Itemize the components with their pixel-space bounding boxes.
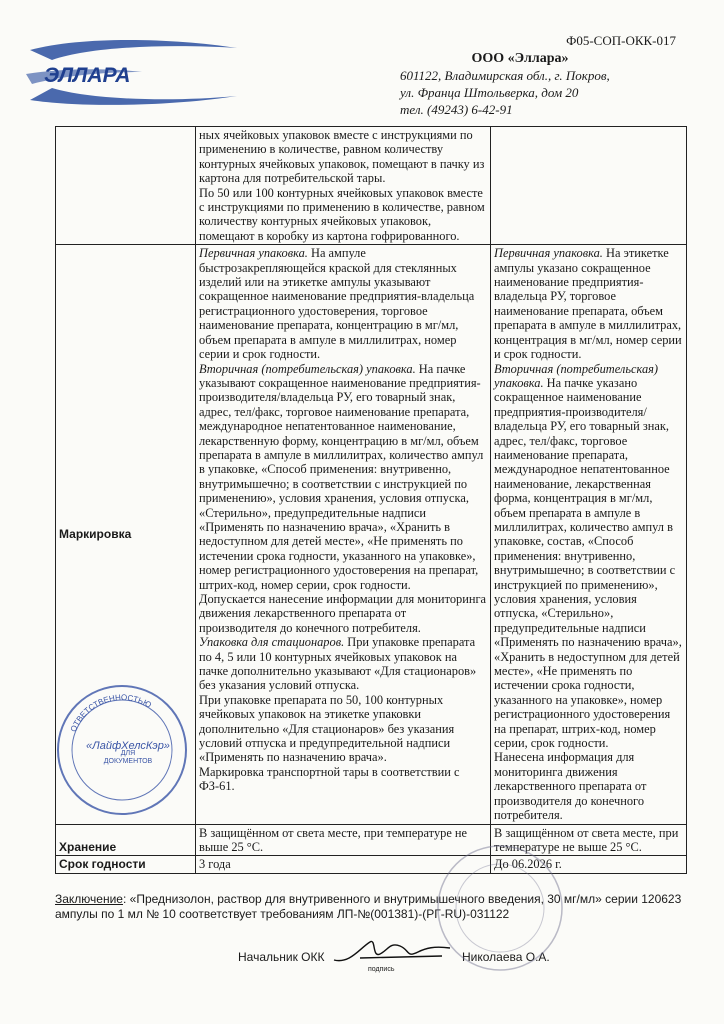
ellara-logo bbox=[22, 38, 252, 108]
signature-sub-label: подпись bbox=[368, 966, 395, 973]
conclusion-text: : «Преднизолон, раствор для внутривенного и внутримышечного введения, 30 мг/мл» серии 120623 ампулы по 1 мл № 10 соответствует требованиям ЛП-№(001381)-(РГ-RU)-031122 bbox=[55, 892, 682, 921]
marking-actual-para: Вторичная (потребительская) упаковка. На пачке указано сокращенное наименование предприятия-производителя/владельца РУ, его товарный знак, адрес, тел/факс, торговое наименование препарата, международное непатентованное наименование, лекарственная форма, концентрация в мг/мл, объем препарата в ампуле в миллилитрах, количество ампул в упаковке, состав, «Способ применения: внутривенно, внутримышечно; в соответствии с инструкцией по применению», условия хранения, условия отпуска, «Стерильно», предупредительные надписи «Применять по назначению врача», «Хранить в недоступном для детей месте», «Не применять по истечении срока годности, указанного на упаковке», номер регистрационного удостоверения на препарат, штрих-код, номер серии, срок годности. bbox=[494, 361, 682, 751]
document-code: Ф05-СОП-ОКК-017 bbox=[566, 33, 676, 48]
company-address-1: 601122, Владимирская обл., г. Покров, bbox=[400, 68, 610, 83]
packaging-continued-text: По 50 или 100 контурных ячейковых упаковок вместе с инструкциями по применению в количестве, равном количеству контурных ячейковых упаковок, помещают в коробку из картона гофрированного. bbox=[199, 185, 485, 243]
marking-spec-para: Вторичная (потребительская) упаковка. На пачке указывают сокращенное наименование предприятия-производителя/владельца РУ, его товарный знак, адрес, тел/факс, торговое наименование препарата, международное непатентованное наименование, лекарственную форму, концентрацию в мг/мл, объем препарата в ампуле в миллилитрах, количество ампул в упаковке, «Способ применения: внутривенно, внутримышечно; в соответствии с инструкцией по применению», условия хранения, условия отпуска, «Стерильно», предупредительные надписи «Применять по назначению врача», «Хранить в недоступном для детей месте», «Не применять по истечении срока годности, указанного на упаковке», номер регистрационного удостоверения на препарат, штрих-код, номер серии, срок годности. bbox=[199, 361, 484, 592]
conclusion bbox=[55, 892, 687, 922]
storage-label: Хранение bbox=[56, 824, 196, 856]
shelf-life-actual: До 06.2026 г. bbox=[491, 856, 687, 873]
logo-text: ЭЛЛАРА bbox=[44, 64, 131, 87]
company-address-2: ул. Франца Штольверка, дом 20 bbox=[400, 85, 579, 100]
storage-spec: В защищённом от света месте, при температуре не выше 25 °С. bbox=[196, 824, 491, 856]
company-name: ООО «Эллара» bbox=[471, 51, 569, 66]
table-row bbox=[56, 856, 687, 873]
round-seal bbox=[420, 838, 580, 978]
stamp-purpose-1: ДЛЯ bbox=[120, 750, 136, 757]
marking-actual-cell bbox=[491, 245, 687, 824]
table-row bbox=[56, 127, 687, 245]
marking-actual-para: Нанесена информация для мониторинга движения лекарственного препарата от производителя до конечного потребителя. bbox=[494, 750, 647, 823]
storage-actual: В защищённом от света месте, при температуре не выше 25 °С. bbox=[491, 824, 687, 856]
packaging-continued-cell bbox=[196, 127, 491, 245]
stamp-purpose-2: ДОКУМЕНТОВ bbox=[103, 758, 153, 765]
table-row bbox=[56, 824, 687, 856]
company-phone: тел. (49243) 6-42-91 bbox=[400, 102, 513, 117]
company-block bbox=[380, 50, 680, 118]
marking-label: Маркировка bbox=[56, 245, 196, 824]
shelf-life-label: Срок годности bbox=[56, 856, 196, 873]
packaging-continued-text: ных ячейковых упаковок вместе с инструкциями по применению в количестве, равном количеству контурных ячейковых упаковок, помещают в пачку из картона для потребительской тары. bbox=[199, 128, 485, 186]
marking-actual-para: Первичная упаковка. На этикетке ампулы указано сокращенное наименование предприятия-владельца РУ, торговое наименование препарата, объем препарата в ампуле в миллилитрах, концентрация в мг/мл, номер серии и срок годности. bbox=[494, 246, 682, 362]
signer-name: Николаева О.А. bbox=[462, 950, 550, 964]
marking-spec-para: Маркировка транспортной тары в соответствии с ФЗ-61. bbox=[199, 764, 460, 794]
marking-spec-para: При упаковке препарата по 50, 100 контурных ячейковых упаковок на этикетке упаковки дополнительно «Для стационаров» без указания условий отпуска и предупредительной надписи «Применять по назначению врача». bbox=[199, 692, 455, 765]
marking-spec-para: Первичная упаковка. На ампуле быстрозакрепляющейся краской для стеклянных изделий или на этикетке ампулы указывают сокращенное наименование предприятия-владельца регистрационного удостоверения, торговое наименование препарата, концентрацию в мг/мл, объем препарата в ампуле в миллилитрах, номер серии и срок годности. bbox=[199, 246, 475, 362]
stamp-ring-text: ОТВЕТСТВЕННОСТЬЮ bbox=[68, 692, 153, 734]
stamp-brand: «ЛайфХелсКэр» bbox=[86, 740, 170, 752]
marking-spec-para: Допускается нанесение информации для мониторинга движения лекарственного препарата от производителя до конечного потребителя. bbox=[199, 592, 487, 635]
shelf-life-spec: 3 года bbox=[196, 856, 491, 873]
marking-spec-cell bbox=[196, 245, 491, 824]
signer-position: Начальник ОКК bbox=[238, 950, 325, 964]
marking-spec-para: Упаковка для стационаров. При упаковке препарата по 4, 5 или 10 контурных ячейковых упаковок на пачке дополнительно указывают «Для стационаров» без указания условий отпуска. bbox=[199, 635, 477, 693]
svg-text:ОТВЕТСТВЕННОСТЬЮ bbox=[69, 693, 153, 733]
conclusion-label: Заключение bbox=[55, 892, 123, 906]
stamp-inner-text bbox=[78, 742, 178, 766]
